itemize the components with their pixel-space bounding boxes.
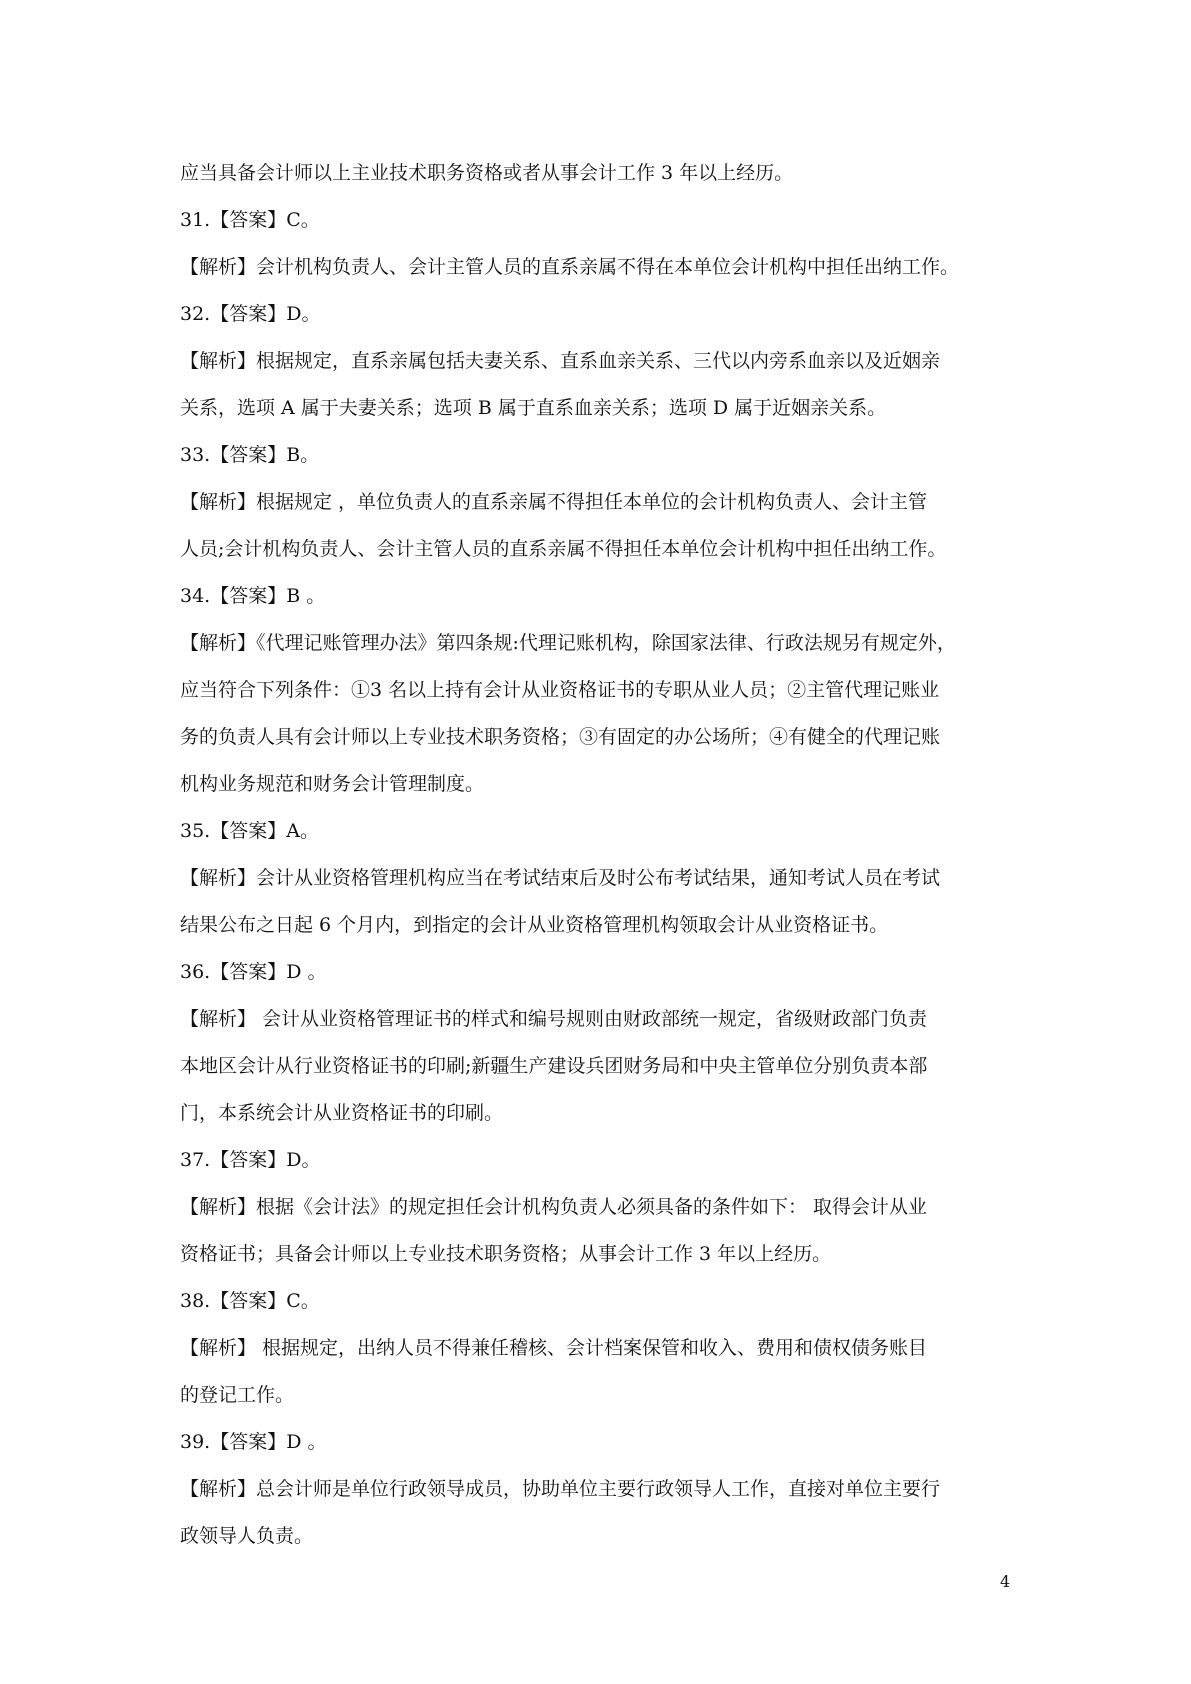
text-line: 【解析】根据规定 ，单位负责人的直系亲属不得担任本单位的会计机构负责人、会计主管 xyxy=(180,491,928,513)
text-line: 【解析】根据规定，直系亲属包括夫妻关系、直系血亲关系、三代以内旁系血亲以及近姻亲 xyxy=(180,350,941,372)
text-line: 本地区会计从行业资格证书的印刷;新疆生产建设兵团财务局和中央主管单位分别负责本部 xyxy=(180,1055,928,1077)
text-line: 32.【答案】D。 xyxy=(180,303,321,325)
text-line: 【解析】 会计从业资格管理证书的样式和编号规则由财政部统一规定，省级财政部门负责 xyxy=(180,1008,928,1030)
text-line: 应当符合下列条件：①3 名以上持有会计从业资格证书的专职从业人员；②主管代理记账业 xyxy=(180,679,940,701)
text-line: 应当具备会计师以上主业技术职务资格或者从事会计工作 3 年以上经历。 xyxy=(180,162,794,184)
text-line: 33.【答案】B。 xyxy=(180,444,320,466)
text-line: 【解析】会计机构负责人、会计主管人员的直系亲属不得在本单位会计机构中担任出纳工作。 xyxy=(180,256,960,278)
text-line: 的登记工作。 xyxy=(180,1384,295,1406)
text-line: 机构业务规范和财务会计管理制度。 xyxy=(180,773,485,795)
text-line: 【解析】会计从业资格管理机构应当在考试结束后及时公布考试结果，通知考试人员在考试 xyxy=(180,867,941,889)
text-line: 【解析】总会计师是单位行政领导成员，协助单位主要行政领导人工作，直接对单位主要行 xyxy=(180,1478,941,1500)
text-line: 【解析】 根据规定，出纳人员不得兼任稽核、会计档案保管和收入、费用和债权债务账目 xyxy=(180,1337,928,1359)
text-line: 务的负责人具有会计师以上专业技术职务资格；③有固定的办公场所；④有健全的代理记账 xyxy=(180,726,941,748)
text-line: 38.【答案】C。 xyxy=(180,1290,320,1312)
text-line: 35.【答案】A。 xyxy=(180,820,319,842)
text-line: 36.【答案】D 。 xyxy=(180,961,327,983)
text-line: 39.【答案】D 。 xyxy=(180,1431,327,1453)
text-line: 34.【答案】B 。 xyxy=(180,585,326,607)
text-line: 【解析】根据《会计法》的规定担任会计机构负责人必须具备的条件如下： 取得会计从业 xyxy=(180,1196,928,1218)
text-line: 【解析】《代理记账管理办法》第四条规:代理记账机构，除国家法律、行政法规另有规定外， xyxy=(180,632,956,654)
text-line: 关系，选项 A 属于夫妻关系；选项 B 属于直系血亲关系；选项 D 属于近姻亲关系。 xyxy=(180,397,887,419)
text-line: 人员;会计机构负责人、会计主管人员的直系亲属不得担任本单位会计机构中担任出纳工作。 xyxy=(180,538,947,560)
text-line: 门，本系统会计从业资格证书的印刷。 xyxy=(180,1102,504,1124)
page-number: 4 xyxy=(1000,1572,1011,1591)
text-line: 31.【答案】C。 xyxy=(180,209,320,231)
text-line: 资格证书；具备会计师以上专业技术职务资格；从事会计工作 3 年以上经历。 xyxy=(180,1243,832,1265)
text-line: 37.【答案】D。 xyxy=(180,1149,321,1171)
page-content xyxy=(180,150,1020,1560)
text-line: 结果公布之日起 6 个月内，到指定的会计从业资格管理机构领取会计从业资格证书。 xyxy=(180,914,889,936)
text-line: 政领导人负责。 xyxy=(180,1525,314,1547)
